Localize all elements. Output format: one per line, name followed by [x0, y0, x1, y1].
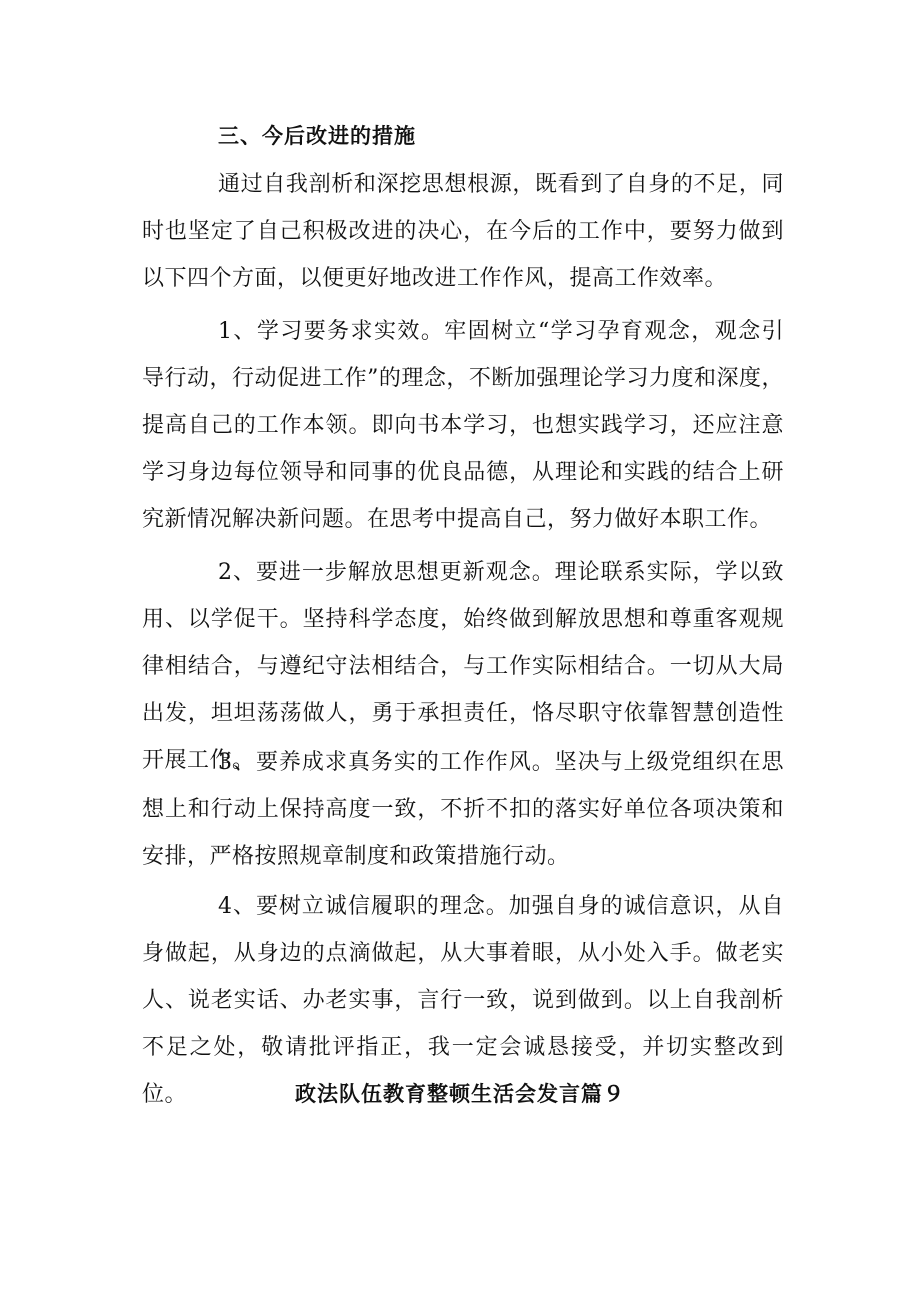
measure-1-paragraph: 1、学习要务求实效。牢固树立“学习孕育观念，观念引导行动，行动促进工作”的理念，不断加强理论学习力度和深度，提高自己的工作本领。即向书本学习，也想实践学习，还应注意学习身边每位领导和同事的优良品德，从理论和实践的结合上研究新情况解决新问题。在思考中提高自己，努力做好本职工作。 [142, 319, 784, 532]
measure-3-paragraph: 3、要养成求真务实的工作作风。坚决与上级党组织在思想上和行动上保持高度一致，不折不扣的落实好单位各项决策和安排，严格按照规章制度和政策措施行动。 [142, 750, 784, 869]
measure-4-paragraph: 4、要树立诚信履职的理念。加强自身的诚信意识，从自身做起，从身边的点滴做起，从大事着眼，从小处入手。做老实人、说老实话、办老实事，言行一致，说到做到。以上自我剖析不足之处，敬请批评指正，我一定会诚恳接受，并切实整改到位。 [142, 894, 784, 1107]
intro-paragraph: 通过自我剖析和深挖思想根源，既看到了自身的不足，同时也坚定了自己积极改进的决心，在今后的工作中，要努力做到以下四个方面，以便更好地改进工作作风，提高工作效率。 [142, 172, 784, 291]
section-heading: 三、今后改进的措施 [218, 123, 416, 148]
next-article-title: 政法队伍教育整顿生活会发言篇９ [295, 1081, 625, 1106]
measure-2-paragraph: 2、要进一步解放思想更新观念。理论联系实际，学以致用、以学促干。坚持科学态度，始终做到解放思想和尊重客观规律相结合，与遵纪守法相结合，与工作实际相结合。一切从大局出发，坦坦荡荡做人，勇于承担责任，恪尽职守依靠智慧创造性开展工作。 [142, 560, 784, 773]
